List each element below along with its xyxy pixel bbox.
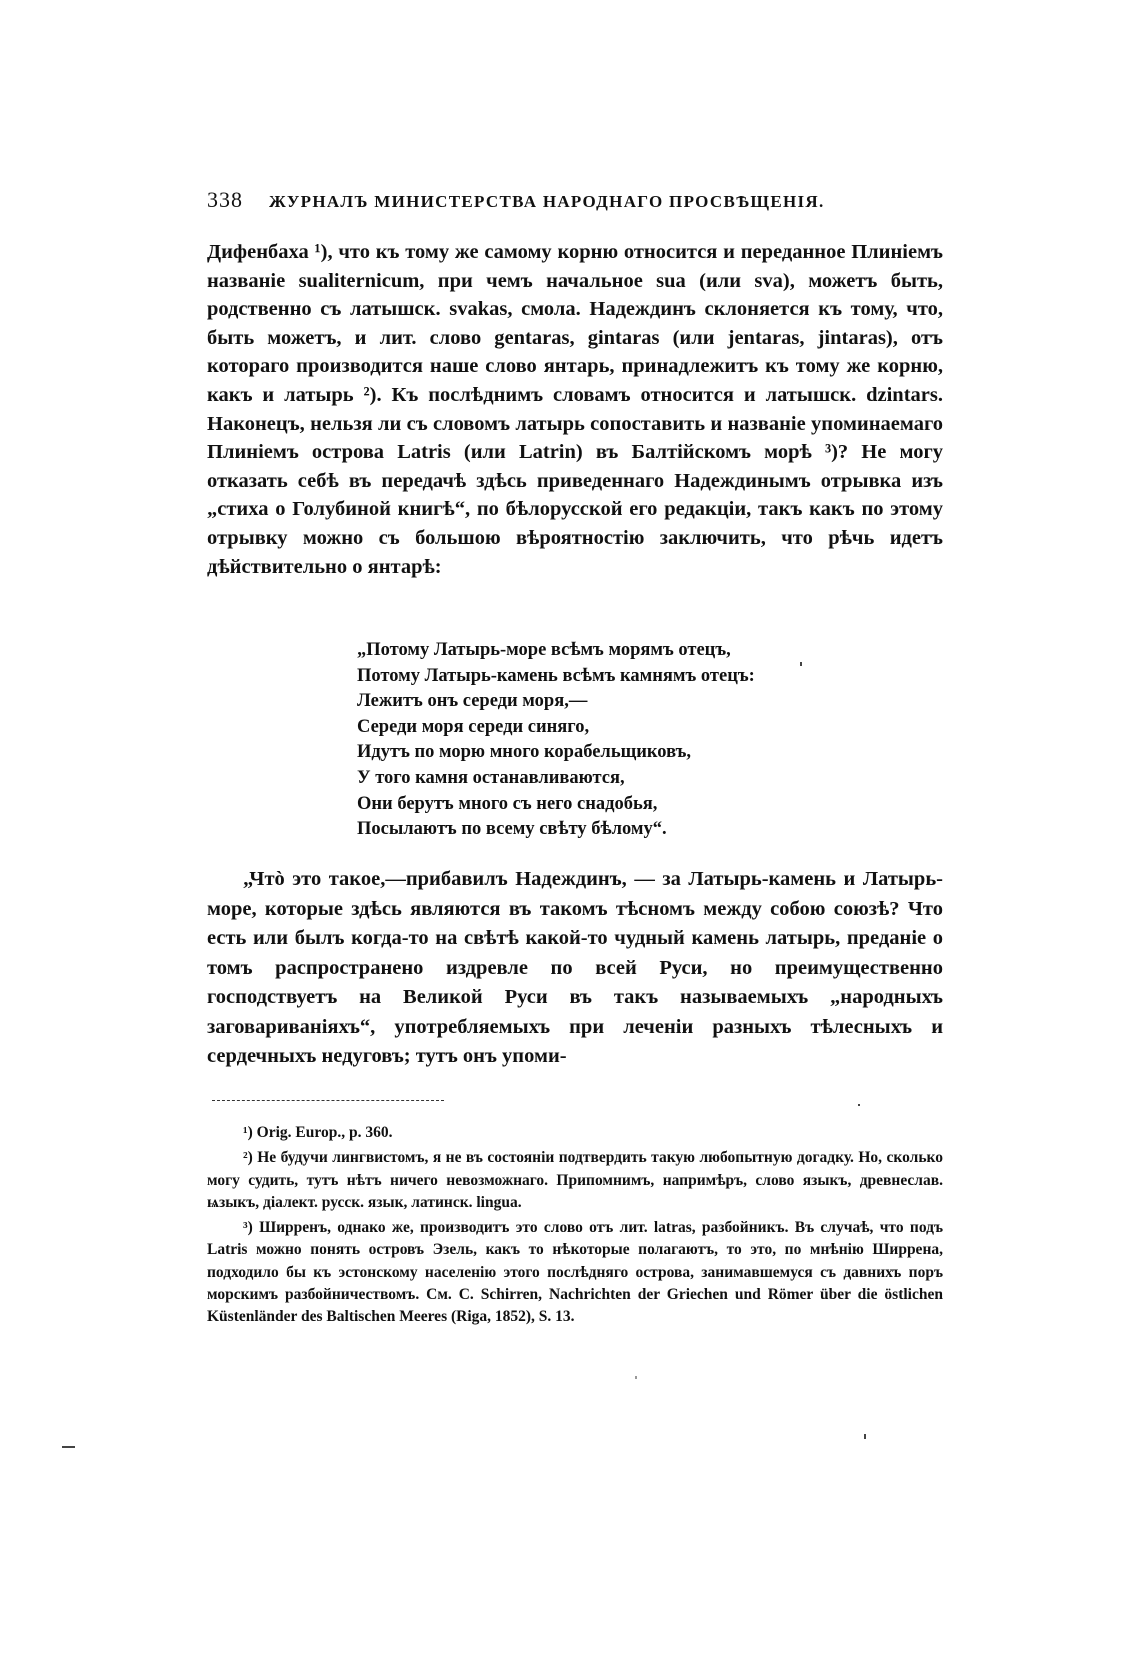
scan-speck: [800, 662, 802, 666]
footnotes: [207, 1122, 943, 1332]
poem-excerpt: [357, 638, 877, 843]
poem-line: Посылаютъ по всему свѣту бѣлому“.: [357, 819, 667, 840]
poem-line: Идутъ по морю много корабельщиковъ,: [357, 742, 692, 763]
scan-speck: [858, 1104, 860, 1106]
footnote-1: ¹) Orig. Europ., p. 360.: [243, 1124, 393, 1141]
paragraph-2-text: „Чтò это такое,—прибавилъ Надеждинъ, — за Латырь-камень и Латырь-море, которые здѣсь являются въ такомъ тѣсномъ между собою союзѣ? Что есть или былъ когда-то на свѣтѣ какой-то чудный камень латырь, преданіе о томъ распространено издревле по всей Руси, но преимущественно господствуетъ на Великой Руси въ такъ называемыхъ „народныхъ заговариваніяхъ“, употребляемыхъ при леченіи разныхъ тѣлесныхъ и сердечныхъ недуговъ; тутъ онъ упоми-: [207, 868, 943, 1067]
poem-line: „Потому Латырь-море всѣмъ морямъ отецъ,: [357, 640, 731, 660]
scan-speck: [864, 1434, 866, 1439]
page-number: 338: [207, 187, 243, 212]
running-title: ЖУРНАЛЪ МИНИСТЕРСТВА НАРОДНАГО ПРОСВѢЩЕНІЯ.: [269, 192, 825, 211]
poem-line: Они берутъ много съ него снадобья,: [357, 793, 658, 814]
paragraph-2: [207, 865, 943, 1072]
page-header: [207, 187, 947, 213]
footnote-2: ²) Не будучи лингвистомъ, я не въ состояніи подтвердить такую любопытную догадку. Но, сколько могу судить, тутъ нѣтъ ничего невозможнаго. Припомнимъ, напримѣръ, слово языкъ, древнеслав. ѩзыкъ, діалект. русск. язык, латинск. lingua.: [207, 1149, 943, 1211]
footnote-separator: [212, 1100, 444, 1101]
footnote-3: ³) Ширренъ, однако же, производитъ это слово отъ лит. latras, разбойникъ. Въ случаѣ, что подъ Latris можно понять островъ Эзель, какъ то нѣкоторые полагаютъ, то это, по мнѣнію Ширрена, подходило бы къ эстонскому населенію этого послѣдняго острова, занимавшемуся съ давнихъ поръ морскимъ разбойничествомъ. См. C. Schirren, Nachrichten der Griechen und Römer über die östlichen Küstenländer des Baltischen Meeres (Riga, 1852), S. 13.: [207, 1219, 943, 1326]
poem-line: Потому Латырь-камень всѣмъ камнямъ отецъ:: [357, 665, 755, 686]
poem-line: У того камня останавливаются,: [357, 767, 625, 788]
paragraph-1: [207, 238, 943, 581]
paragraph-1-text: Дифенбаха ¹), что къ тому же самому корню относится и переданное Плиніемъ названіе sualiternicum, при чемъ начальное sua (или sva), можетъ быть, родственно съ латышск. svakas, смола. Надеждинъ склоняется къ тому, что, быть можетъ, и лит. слово gentaras, gintaras (или jentaras, jintaras), отъ котораго производится наше слово янтарь, принадлежитъ къ тому же корню, какъ и латырь ²). Къ послѣднимъ словамъ относится и латышск. dzintars. Наконецъ, нельзя ли съ словомъ латырь сопоставить и названіе упоминаемаго Плиніемъ острова Latris (или Latrin) въ Балтійскомъ морѣ ³)? Не могу отказать себѣ въ передачѣ здѣсь приведеннаго Надеждинымъ отрывка изъ „стиха о Голубиной книгѣ“, по бѣлорусской его редакціи, такъ какъ по этому отрывку можно съ большою вѣроятностію заключить, что рѣчь идетъ дѣйствительно о янтарѣ:: [207, 241, 943, 578]
poem-line: Середи моря середи синяго,: [357, 716, 590, 737]
poem-line: Лежитъ онъ середи моря,—: [357, 691, 588, 712]
scan-speck: [635, 1376, 637, 1379]
scan-speck: [62, 1446, 75, 1448]
